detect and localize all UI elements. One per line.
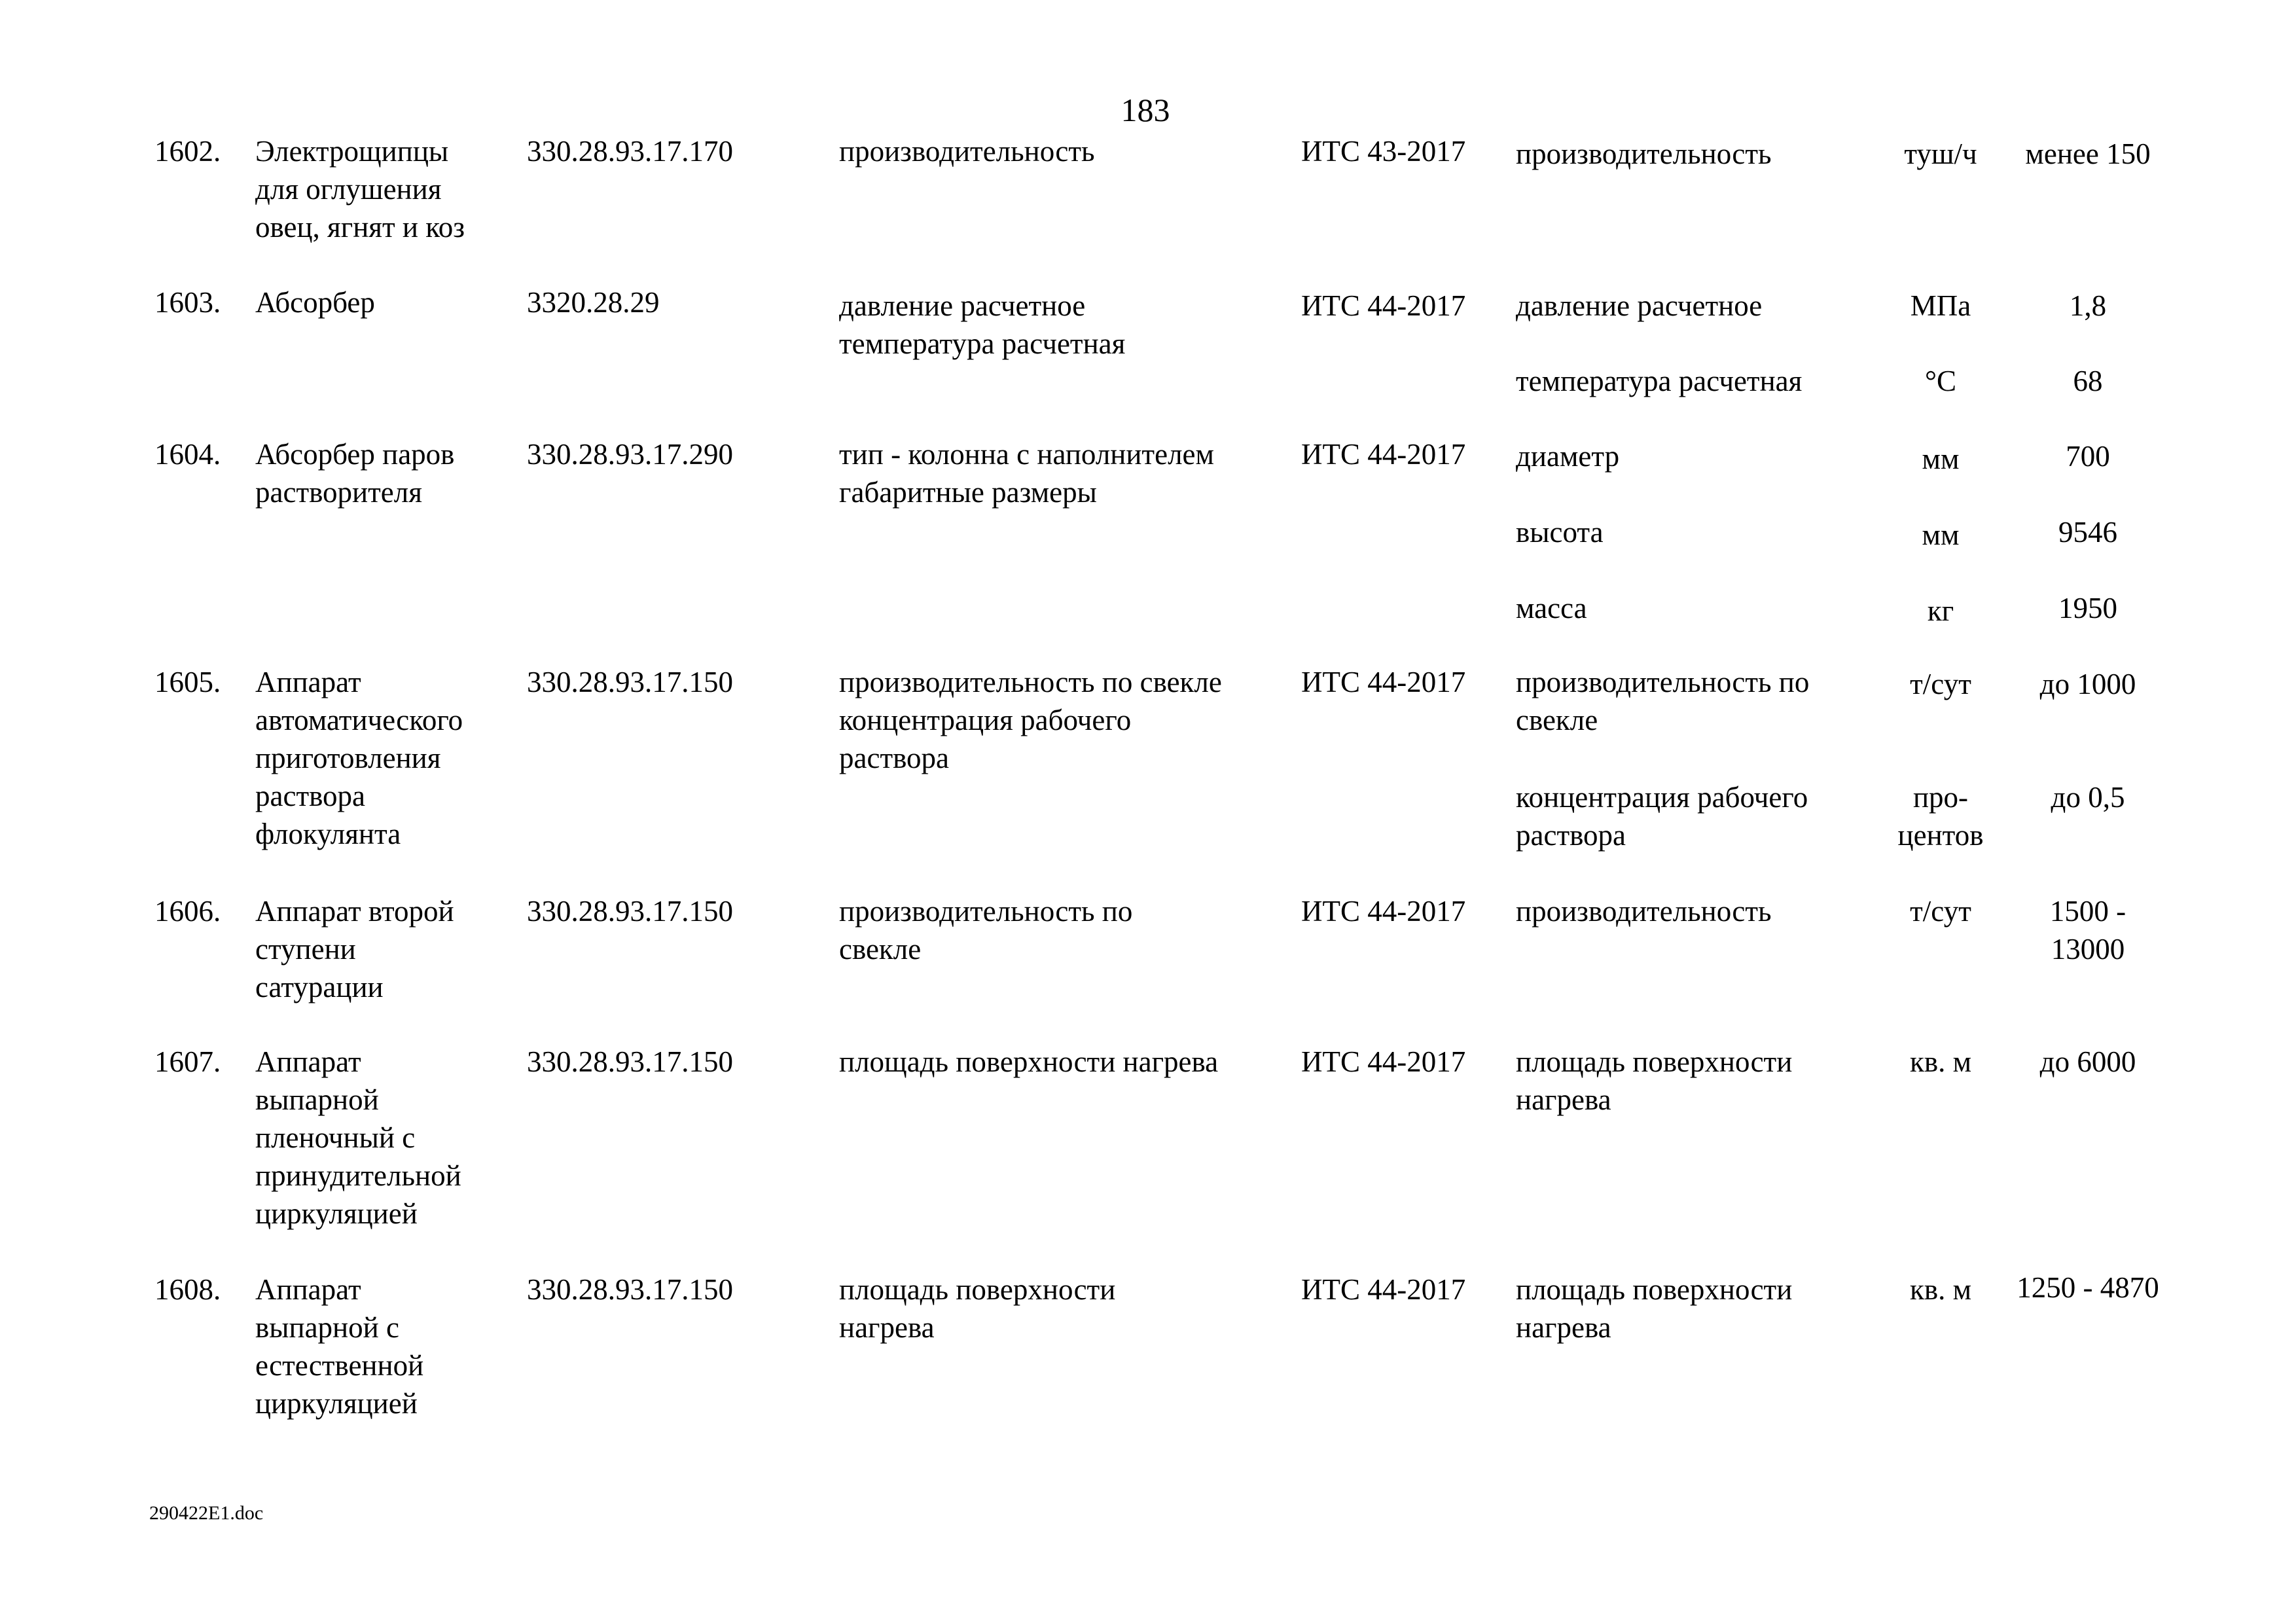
item-name: Аппарат второй ступени сатурации (255, 895, 454, 1003)
item-code: 330.28.93.17.290 (527, 438, 733, 471)
item-characteristics: давление расчетное температура расчетная (839, 289, 1126, 360)
param-unit: мм (1922, 442, 1960, 475)
item-name: Электрощипцы для оглушения овец, ягнят и коз (255, 135, 465, 244)
param-unit: МПа (1910, 289, 1971, 322)
param-unit: мм (1922, 518, 1960, 551)
param-name: производительность (1516, 137, 1772, 170)
item-code: 330.28.93.17.170 (527, 135, 733, 168)
param-value: 700 (2066, 440, 2110, 473)
item-characteristics: площадь поверхности нагрева (839, 1045, 1219, 1078)
item-code: 330.28.93.17.150 (527, 1045, 733, 1078)
param-value: до 1000 (2039, 668, 2136, 700)
its-reference: ИТС 44-2017 (1301, 438, 1466, 471)
param-name: площадь поверхности нагрева (1516, 1045, 1793, 1116)
its-reference: ИТС 44-2017 (1301, 1045, 1466, 1078)
param-unit: про- центов (1897, 781, 1984, 852)
item-characteristics: производительность по свекле концентрация рабочего раствора (839, 666, 1222, 774)
item-name: Абсорбер (255, 286, 375, 319)
param-name: масса (1516, 592, 1587, 624)
item-characteristics: производительность по свекле (839, 895, 1133, 965)
param-unit: т/сут (1910, 895, 1971, 928)
param-value: 68 (2073, 365, 2103, 397)
param-name: концентрация рабочего раствора (1516, 781, 1808, 852)
item-characteristics: площадь поверхности нагрева (839, 1273, 1116, 1344)
param-value: 9546 (2058, 516, 2117, 549)
param-name: площадь поверхности нагрева (1516, 1273, 1793, 1344)
param-name: высота (1516, 516, 1604, 549)
param-name: производительность (1516, 895, 1772, 928)
its-reference: ИТС 44-2017 (1301, 1273, 1466, 1306)
item-characteristics: тип - колонна с наполнителем габаритные размеры (839, 438, 1214, 509)
its-reference: ИТС 44-2017 (1301, 289, 1466, 322)
param-value: до 0,5 (2051, 781, 2125, 814)
item-name: Аппарат выпарной пленочный с принудительной циркуляцией (255, 1045, 461, 1230)
row-number: 1604. (154, 438, 221, 471)
item-code: 3320.28.29 (527, 286, 660, 319)
row-number: 1602. (154, 135, 221, 168)
row-number: 1605. (154, 666, 221, 698)
param-unit: туш/ч (1904, 137, 1977, 170)
document-footer: 290422E1.doc (149, 1502, 264, 1524)
item-name: Аппарат автоматического приготовления раствора флокулянта (255, 666, 463, 850)
param-name: диаметр (1516, 440, 1620, 473)
param-unit: т/сут (1910, 668, 1971, 700)
param-value: 1250 - 4870 (2017, 1271, 2159, 1304)
row-number: 1608. (154, 1273, 221, 1306)
item-code: 330.28.93.17.150 (527, 666, 733, 698)
param-value: 1,8 (2069, 289, 2107, 322)
param-unit: кг (1927, 594, 1954, 627)
its-reference: ИТС 44-2017 (1301, 666, 1466, 698)
param-unit: кв. м (1909, 1045, 1972, 1078)
param-value: 1500 - 13000 (2049, 895, 2126, 965)
param-value: менее 150 (2025, 137, 2151, 170)
item-name: Аппарат выпарной с естественной циркуляцией (255, 1273, 424, 1420)
row-number: 1603. (154, 286, 221, 319)
item-name: Абсорбер паров растворителя (255, 438, 455, 509)
param-value: до 6000 (2039, 1045, 2136, 1078)
param-unit: кв. м (1909, 1273, 1972, 1306)
row-number: 1607. (154, 1045, 221, 1078)
page-number: 183 (1121, 92, 1170, 128)
its-reference: ИТС 44-2017 (1301, 895, 1466, 928)
item-code: 330.28.93.17.150 (527, 895, 733, 928)
row-number: 1606. (154, 895, 221, 928)
its-reference: ИТС 43-2017 (1301, 135, 1466, 168)
param-value: 1950 (2058, 592, 2117, 624)
item-characteristics: производительность (839, 135, 1095, 168)
param-unit: °С (1924, 365, 1956, 397)
param-name: температура расчетная (1516, 365, 1803, 397)
param-name: давление расчетное (1516, 289, 1763, 322)
param-name: производительность по свекле (1516, 666, 1810, 736)
item-code: 330.28.93.17.150 (527, 1273, 733, 1306)
